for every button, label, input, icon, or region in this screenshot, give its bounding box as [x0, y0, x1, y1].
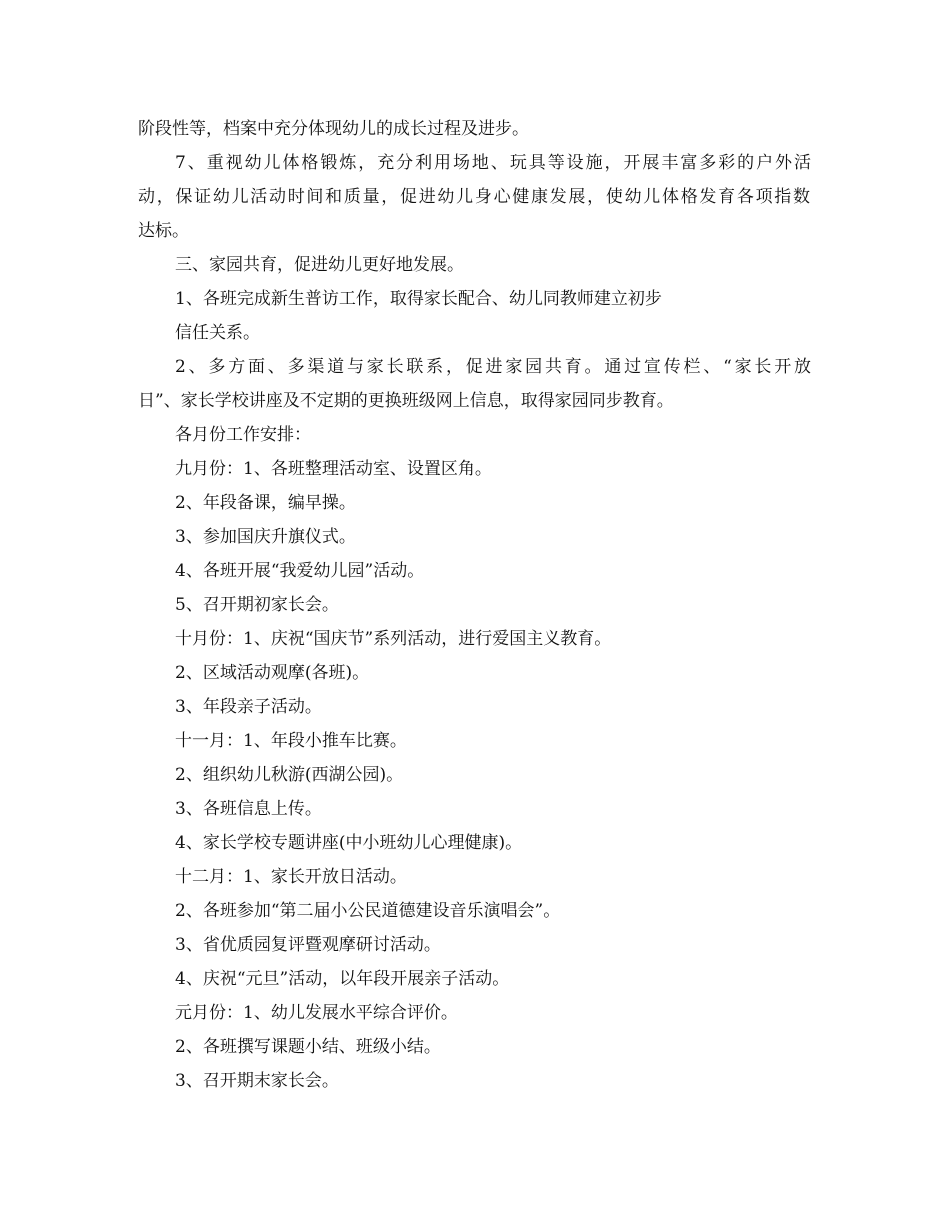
schedule-item: 2、组织幼儿秋游(西湖公园)。	[175, 765, 404, 785]
text-line: 日”、家长学校讲座及不定期的更换班级网上信息，取得家园同步教育。	[138, 391, 674, 411]
schedule-item: 3、年段亲子活动。	[175, 697, 322, 717]
schedule-item: 2、各班参加“第二届小公民道德建设音乐演唱会”。	[175, 901, 561, 921]
schedule-item: 3、召开期末家长会。	[175, 1071, 339, 1091]
text-line: 动，保证幼儿活动时间和质量，促进幼儿身心健康发展，使幼儿体格发育各项指数	[138, 187, 810, 207]
text-line: 7、重视幼儿体格锻炼，充分利用场地、玩具等设施，开展丰富多彩的户外活	[175, 153, 811, 173]
schedule-item: 九月份：1、各班整理活动室、设置区角。	[175, 459, 492, 479]
text-line: 2、多方面、多渠道与家长联系，促进家园共育。通过宣传栏、“家长开放	[175, 357, 811, 377]
schedule-item: 4、庆祝“元旦”活动，以年段开展亲子活动。	[175, 969, 510, 989]
schedule-item: 十二月：1、家长开放日活动。	[175, 867, 407, 887]
schedule-item: 2、年段备课，编早操。	[175, 493, 356, 513]
schedule-item: 2、各班撰写课题小结、班级小结。	[175, 1037, 441, 1057]
section-heading: 三、家园共育，促进幼儿更好地发展。	[175, 255, 464, 275]
schedule-item: 3、省优质园复评暨观摩研讨活动。	[175, 935, 441, 955]
schedule-item: 3、参加国庆升旗仪式。	[175, 527, 356, 547]
schedule-item: 元月份：1、幼儿发展水平综合评价。	[175, 1003, 458, 1023]
schedule-item: 3、各班信息上传。	[175, 799, 322, 819]
schedule-item: 4、家长学校专题讲座(中小班幼儿心理健康)。	[175, 833, 523, 853]
text-line: 1、各班完成新生普访工作，取得家长配合、幼儿同教师建立初步	[175, 289, 662, 309]
schedule-heading: 各月份工作安排：	[175, 425, 311, 445]
schedule-item: 5、召开期初家长会。	[175, 595, 339, 615]
text-line: 达标。	[138, 221, 189, 241]
schedule-item: 2、区域活动观摩(各班)。	[175, 663, 370, 683]
text-line: 阶段性等，档案中充分体现幼儿的成长过程及进步。	[138, 119, 529, 139]
schedule-item: 十一月：1、年段小推车比赛。	[175, 731, 407, 751]
schedule-item: 十月份：1、庆祝“国庆节”系列活动，进行爱国主义教育。	[175, 629, 612, 649]
text-line: 信任关系。	[175, 323, 260, 343]
schedule-item: 4、各班开展“我爱幼儿园”活动。	[175, 561, 425, 581]
